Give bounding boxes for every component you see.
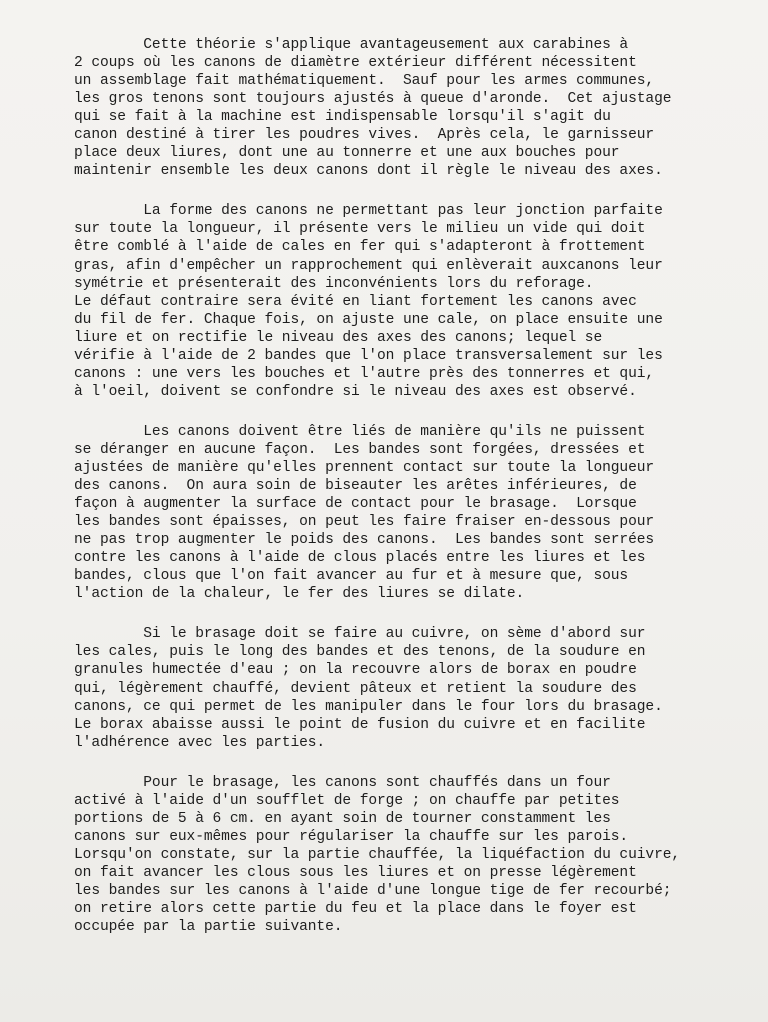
text-line: ajustées de manière qu'elles prennent contact sur toute la longueur xyxy=(74,459,655,476)
text-line: qui, légèrement chauffé, devient pâteux et retient la soudure des xyxy=(74,680,637,697)
text-line: Si le brasage doit se faire au cuivre, on sème d'abord sur xyxy=(74,626,646,643)
text-line: les bandes sont épaisses, on peut les faire fraiser en-dessous pour xyxy=(74,514,655,531)
text-line: Pour le brasage, les canons sont chauffés dans un four xyxy=(74,774,611,791)
text-line: Lorsqu'on constate, sur la partie chauffée, la liquéfaction du cuivre, xyxy=(74,846,681,863)
page-body xyxy=(74,36,754,958)
text-line: canon destiné à tirer les poudres vives. Après cela, le garnisseur xyxy=(74,127,655,144)
text-line: canons, ce qui permet de les manipuler dans le four lors du brasage. xyxy=(74,698,663,715)
text-line: se déranger en aucune façon. Les bandes sont forgées, dressées et xyxy=(74,441,646,458)
paragraph-4 xyxy=(74,625,754,751)
text-line: place deux liures, dont une au tonnerre et une aux bouches pour xyxy=(74,145,620,162)
paragraph-3 xyxy=(74,423,754,603)
text-line: les cales, puis le long des bandes et des tenons, de la soudure en xyxy=(74,644,646,661)
text-line: bandes, clous que l'on fait avancer au fur et à mesure que, sous xyxy=(74,568,629,585)
text-line: Le défaut contraire sera évité en liant fortement les canons avec xyxy=(74,293,637,310)
text-line: on retire alors cette partie du feu et la place dans le foyer est xyxy=(74,901,637,918)
text-line: occupée par la partie suivante. xyxy=(74,919,343,936)
text-line: contre les canons à l'aide de clous placés entre les liures et les xyxy=(74,550,646,567)
text-line: l'adhérence avec les parties. xyxy=(74,734,326,751)
text-line: vérifie à l'aide de 2 bandes que l'on place transversalement sur les xyxy=(74,347,663,364)
text-line: liure et on rectifie le niveau des axes des canons; lequel se xyxy=(74,329,603,346)
text-line: des canons. On aura soin de biseauter les arêtes inférieures, de xyxy=(74,478,637,495)
paragraph-2 xyxy=(74,202,754,401)
text-line: on fait avancer les clous sous les liures et on presse légèrement xyxy=(74,864,637,881)
text-line: ne pas trop augmenter le poids des canons. Les bandes sont serrées xyxy=(74,532,655,549)
text-line: granules humectée d'eau ; on la recouvre alors de borax en poudre xyxy=(74,662,637,679)
paragraph-5 xyxy=(74,774,754,936)
text-line: activé à l'aide d'un soufflet de forge ; on chauffe par petites xyxy=(74,792,620,809)
text-line: La forme des canons ne permettant pas leur jonction parfaite xyxy=(74,203,663,220)
text-line: Le borax abaisse aussi le point de fusion du cuivre et en facilite xyxy=(74,716,646,733)
text-line: sur toute la longueur, il présente vers le milieu un vide qui doit xyxy=(74,221,646,238)
text-line: Cette théorie s'applique avantageusement aux carabines à xyxy=(74,37,629,53)
text-line: canons : une vers les bouches et l'autre près des tonnerres et qui, xyxy=(74,365,655,382)
text-line: 2 coups où les canons de diamètre extérieur différent nécessitent xyxy=(74,55,637,72)
text-line: l'action de la chaleur, le fer des liures se dilate. xyxy=(74,586,525,603)
paragraph-1 xyxy=(74,36,754,180)
text-line: du fil de fer. Chaque fois, on ajuste une cale, on place ensuite une xyxy=(74,311,663,328)
text-line: qui se fait à la machine est indispensable lorsqu'il s'agit du xyxy=(74,109,611,126)
text-line: gras, afin d'empêcher un rapprochement qui enlèverait auxcanons leur xyxy=(74,257,663,274)
text-line: portions de 5 à 6 cm. en ayant soin de tourner constamment les xyxy=(74,810,611,827)
text-line: les bandes sur les canons à l'aide d'une longue tige de fer recourbé; xyxy=(74,882,672,899)
text-line: les gros tenons sont toujours ajustés à queue d'aronde. Cet ajustage xyxy=(74,91,672,108)
text-line: canons sur eux-mêmes pour régulariser la chauffe sur les parois. xyxy=(74,828,629,845)
text-line: Les canons doivent être liés de manière qu'ils ne puissent xyxy=(74,423,646,440)
text-line: être comblé à l'aide de cales en fer qui s'adapteront à frottement xyxy=(74,239,646,256)
text-line: maintenir ensemble les deux canons dont il règle le niveau des axes. xyxy=(74,163,663,180)
text-line: symétrie et présenterait des inconvénients lors du reforage. xyxy=(74,275,594,292)
text-line: façon à augmenter la surface de contact pour le brasage. Lorsque xyxy=(74,496,637,513)
text-line: à l'oeil, doivent se confondre si le niveau des axes est observé. xyxy=(74,383,637,400)
text-line: un assemblage fait mathématiquement. Sauf pour les armes communes, xyxy=(74,73,655,90)
